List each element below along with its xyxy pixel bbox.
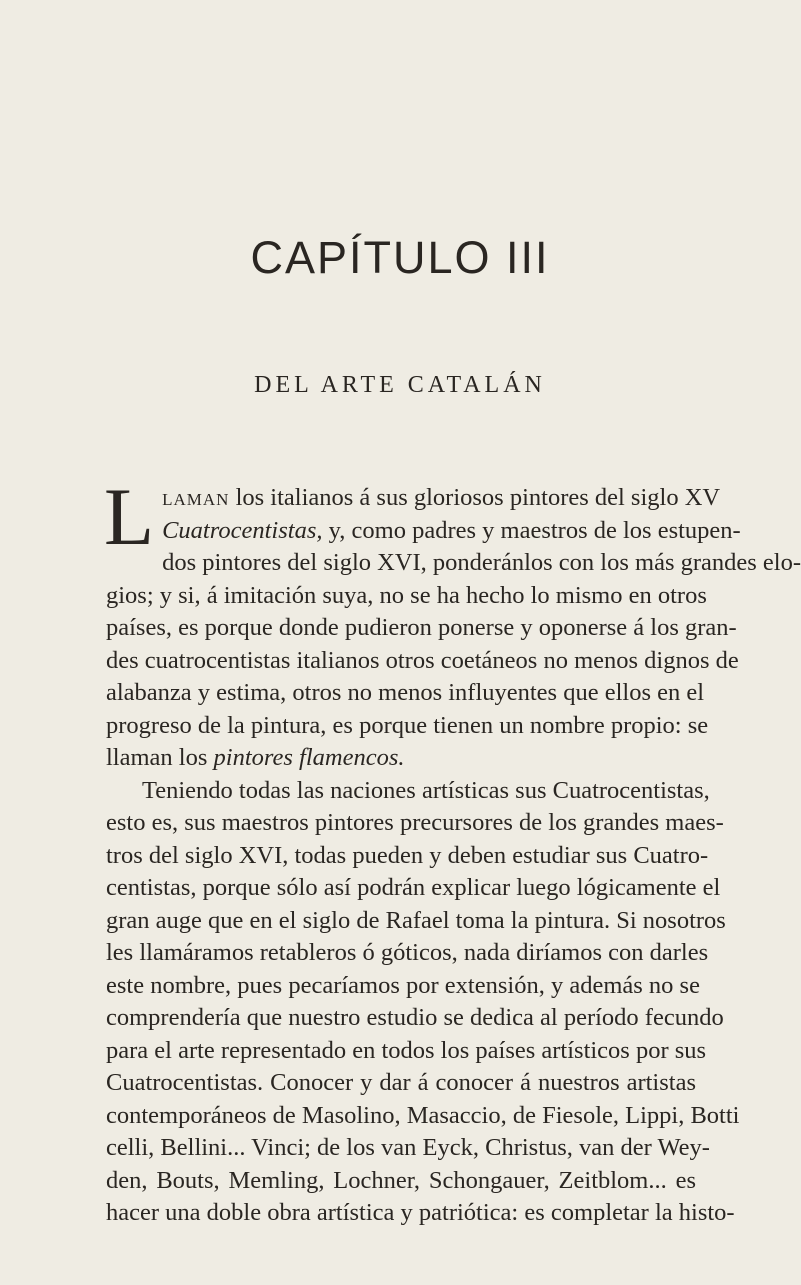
text-line: progreso de la pintura, es porque tienen un nombre propio: se [106, 711, 709, 739]
text-line: esto es, sus maestros pintores precursores de los grandes maes- [106, 809, 724, 836]
text-line: gran auge que en el siglo de Rafael toma la pintura. Si nosotros [106, 906, 726, 934]
chapter-title: CAPÍTULO III [250, 232, 550, 283]
text-line: des cuatrocentistas italianos otros coetáneos no menos dignos de [106, 646, 739, 674]
text-line [106, 742, 696, 775]
text-line: centistas, porque sólo así podrán explicar luego lógicamente el [106, 874, 721, 901]
lead-smallcaps: laman [162, 484, 230, 511]
text-line: hacer una doble obra artística y patriótica: es completar la histo- [106, 1199, 735, 1226]
text-line: tros del siglo XVI, todas pueden y deben estudiar sus Cuatro- [106, 841, 709, 869]
text-line [106, 482, 721, 515]
italic-term: Cuatrocentistas, [162, 516, 323, 544]
text-line: países, es porque donde pudieron ponerse y oponerse á los gran- [106, 614, 737, 641]
text-line: celli, Bellini... Vinci; de los van Eyck, Christus, van der Wey- [106, 1134, 710, 1161]
text-line: Cuatrocentistas. Conocer y dar á conocer á nuestros artistas [106, 1069, 696, 1096]
text-line: les llamáramos retableros ó góticos, nada diríamos con darles [106, 939, 709, 966]
text-line: den, Bouts, Memling, Lochner, Schongauer, Zeitblom... es [106, 1166, 696, 1194]
chapter-body [104, 471, 801, 1230]
text-fragment: y, como padres y maestros de los estupen- [322, 516, 741, 544]
paragraph-1-opening [104, 471, 741, 562]
text-fragment: los italianos á sus gloriosos pintores del siglo XV [229, 484, 721, 511]
text-line: gios; y si, á imitación suya, no se ha hecho lo mismo en otros [106, 581, 707, 609]
text-line: este nombre, pues pecaríamos por extensión, y además no se [106, 971, 700, 999]
text-line: dos pintores del siglo XVI, ponderánlos con los más grandes elo- [162, 549, 801, 576]
text-line: Teniendo todas las naciones artísticas sus Cuatrocentistas, [142, 776, 710, 804]
italic-term: pintores flamencos. [213, 744, 405, 771]
text-line [106, 515, 741, 548]
text-line: contemporáneos de Masolino, Masaccio, de Fiesole, Lippi, Botti [106, 1101, 740, 1129]
text-line: para el arte representado en todos los países artísticos por sus [106, 1036, 707, 1064]
text-line: comprendería que nuestro estudio se dedica al período fecundo [106, 1004, 724, 1031]
text-line: alabanza y estima, otros no menos influyentes que ellos en el [106, 679, 705, 706]
drop-cap: L [104, 471, 155, 562]
chapter-subtitle: DEL ARTE CATALÁN [254, 372, 546, 398]
text-fragment: llaman los [106, 744, 214, 771]
